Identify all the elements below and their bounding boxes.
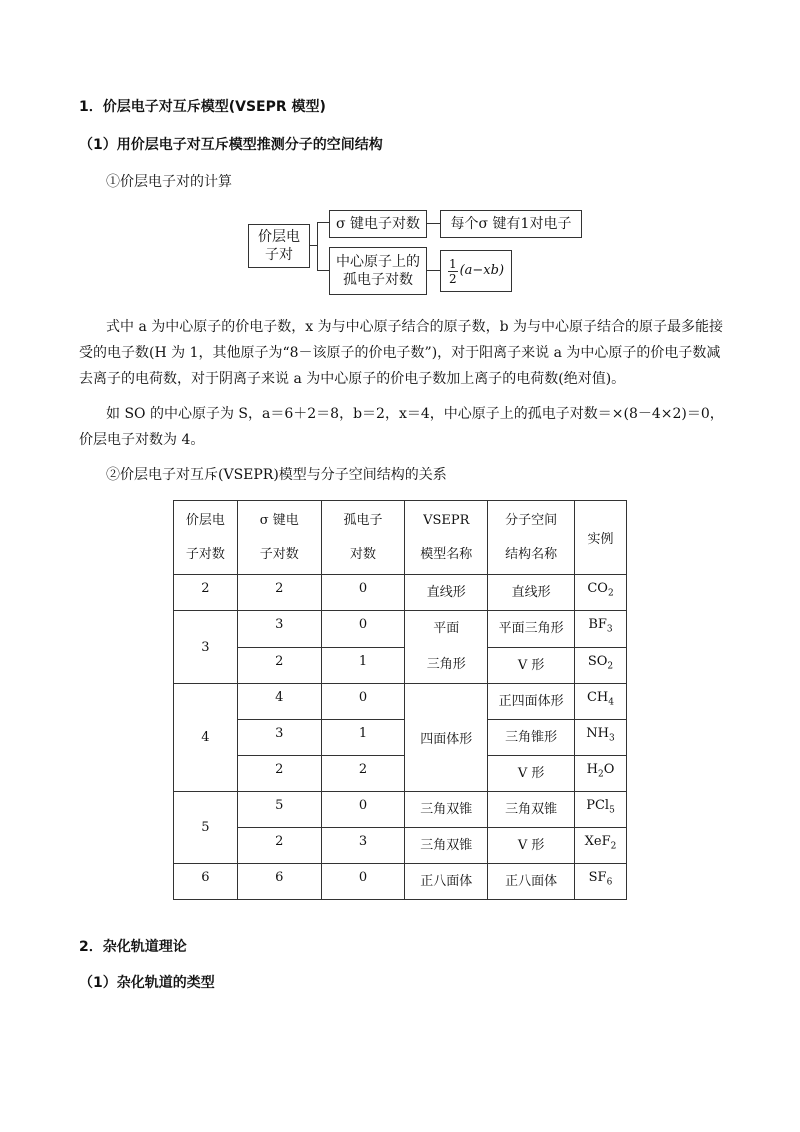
cell-lone: 0 [321, 792, 405, 828]
cell-vsepr: 正八面体 [405, 864, 488, 900]
table-row [174, 684, 627, 720]
diagram-sigma-label: σ 键电子对数 [335, 216, 420, 232]
cell-sigma: 3 [237, 720, 321, 756]
cell-vsepr: 三角双锥 [405, 828, 488, 864]
diagram-root-line2: 子对 [265, 247, 293, 263]
cell-sigma: 6 [237, 864, 321, 900]
cell-valence-pairs: 4 [174, 684, 238, 792]
cell-sigma: 3 [237, 611, 321, 648]
table-header-row [174, 501, 627, 575]
cell-shape: 正四面体形 [488, 684, 575, 720]
cell-sigma: 2 [237, 828, 321, 864]
header-sigma-pairs: σ 键电 子对数 [237, 501, 321, 575]
cell-valence-pairs: 3 [174, 611, 238, 684]
subsection-1-title: （1）用价层电子对互斥模型推测分子的空间结构 [79, 137, 383, 153]
cell-shape: 正八面体 [488, 864, 575, 900]
header-lone-pairs: 孤电子 对数 [321, 501, 405, 575]
diagram-connector [426, 223, 440, 224]
cell-vsepr: 平面 三角形 [405, 611, 488, 684]
fraction-one-half [448, 257, 458, 286]
cell-example: XeF$_2$ [575, 828, 627, 864]
header-valence-pairs: 价层电 子对数 [174, 501, 238, 575]
diagram-sigma-box [329, 210, 427, 238]
formula-text: (a−xb) [459, 263, 505, 278]
diagram-connector [317, 270, 329, 271]
table-row [174, 647, 627, 684]
diagram-root-line1: 价层电 [258, 229, 300, 245]
cell-example: $SF_6$ [575, 864, 627, 900]
item-2-title: ②价层电子对互斥(VSEPR)模型与分子空间结构的关系 [106, 467, 447, 483]
diagram-connector [317, 222, 329, 223]
subsection-2-title: （1）杂化轨道的类型 [79, 975, 215, 991]
cell-sigma: 5 [237, 792, 321, 828]
diagram-root-box [248, 224, 310, 268]
cell-shape: 平面三角形 [488, 611, 575, 648]
table-row [174, 792, 627, 828]
cell-lone: 0 [321, 864, 405, 900]
table-row [174, 720, 627, 756]
cell-example: $BF_3$ [575, 611, 627, 648]
header-molecular-shape: 分子空间 结构名称 [488, 501, 575, 575]
table-row [174, 828, 627, 864]
header-example: 实例 [575, 501, 627, 575]
cell-example: $NH_3$ [575, 720, 627, 756]
cell-vsepr: 三角双锥 [405, 792, 488, 828]
cell-shape: V 形 [488, 828, 575, 864]
diagram-sigma-desc-box [440, 210, 582, 238]
diagram-connector [309, 245, 317, 246]
header-vsepr-model: VSEPR 模型名称 [405, 501, 488, 575]
diagram-connector [426, 270, 440, 271]
cell-example: $CH_4$ [575, 684, 627, 720]
cell-lone: 0 [321, 684, 405, 720]
diagram-connector [317, 222, 318, 271]
cell-lone: 1 [321, 647, 405, 684]
vsepr-table [173, 500, 627, 900]
fraction-numerator: 1 [448, 256, 457, 271]
cell-lone: 3 [321, 828, 405, 864]
diagram-lone-box [329, 247, 427, 295]
cell-sigma: 4 [237, 684, 321, 720]
cell-vsepr: 直线形 [405, 575, 488, 611]
cell-lone: 0 [321, 575, 405, 611]
cell-shape: V 形 [488, 756, 575, 792]
item-1-title: ①价层电子对的计算 [106, 174, 232, 190]
cell-lone: 2 [321, 756, 405, 792]
diagram-formula-box [440, 250, 512, 292]
cell-lone: 0 [321, 611, 405, 648]
table-row [174, 611, 627, 648]
fraction-denominator: 2 [448, 271, 457, 286]
cell-shape: 直线形 [488, 575, 575, 611]
cell-example: $H_2O$ [575, 756, 627, 792]
cell-valence-pairs: 6 [174, 864, 238, 900]
cell-shape: 三角双锥 [488, 792, 575, 828]
table-row [174, 756, 627, 792]
cell-shape: 三角锥形 [488, 720, 575, 756]
cell-example: $SO_2$ [575, 647, 627, 684]
cell-example: $CO_2$ [575, 575, 627, 611]
section-1-title: 1．价层电子对互斥模型(VSEPR 模型) [79, 99, 326, 115]
diagram-sigma-desc: 每个σ 键有1对电子 [450, 216, 572, 232]
cell-sigma: 2 [237, 575, 321, 611]
cell-lone: 1 [321, 720, 405, 756]
diagram-lone-line2: 孤电子对数 [343, 272, 413, 288]
cell-sigma: 2 [237, 756, 321, 792]
cell-valence-pairs: 5 [174, 792, 238, 864]
table-row [174, 575, 627, 611]
paragraph-example: 如 SO 的中心原子为 S，a＝6＋2＝8，b＝2，x＝4，中心原子上的孤电子对数＝×(8－4×2)＝0，价层电子对数为 4。 [79, 406, 724, 448]
section-2-title: 2．杂化轨道理论 [79, 939, 187, 955]
table-row [174, 864, 627, 900]
paragraph-definition: 式中 a 为中心原子的价电子数，x 为与中心原子结合的原子数，b 为与中心原子结合的原子最多能接受的电子数(H 为 1，其他原子为“8－该原子的价电子数”)，对于阳离子来说 a 为中心原子的价电子数减去离子的电荷数，对于阴离子来说 a 为中心原子的价电子数加上离子的电荷数(绝对值)。 [79, 319, 724, 387]
cell-sigma: 2 [237, 647, 321, 684]
cell-example: PCl$_5$ [575, 792, 627, 828]
cell-vsepr: 四面体形 [405, 684, 488, 792]
cell-valence-pairs: 2 [174, 575, 238, 611]
cell-shape: V 形 [488, 647, 575, 684]
diagram-lone-line1: 中心原子上的 [336, 254, 420, 270]
